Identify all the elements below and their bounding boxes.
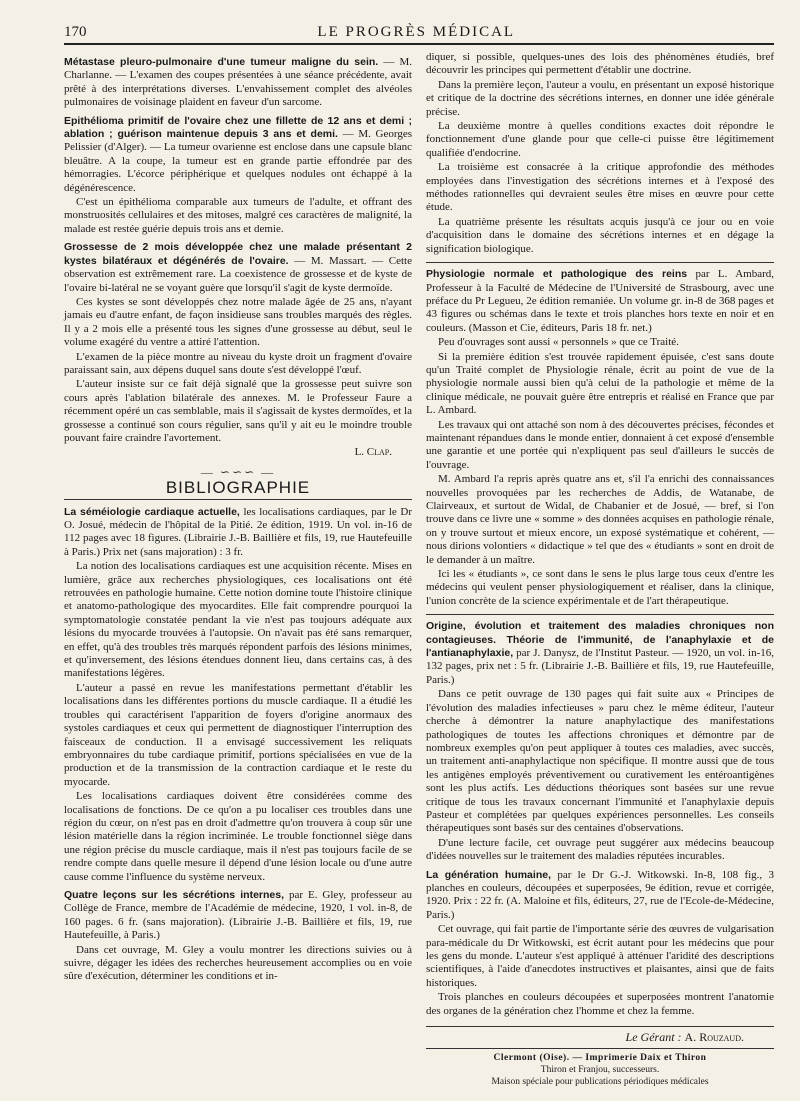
divider xyxy=(426,262,774,263)
review-maladies-chroniques: Origine, évolution et traitement des maladies chroniques non contagieuses. Théorie de l'immunité, de l'anaphylaxie et de l'antianaphylaxie, par J. Danysz, de l'Institut Pasteur. — 1920, un vol. in-16, 132 pages, prix net : 5 fr. (Librairie J.-B. Baillière et fils, 19, rue Hautefeuille, Paris.) xyxy=(426,620,774,686)
review-generation-humaine: La génération humaine, par le Dr G.-J. Witkowski. In-8, 108 fig., 3 planches en couleurs, découpées et superposées, 9e édition, revue et corrigée, 1920. Prix : 22 fr. (A. Maloine et fils, éditeurs, 27, rue de l'Ecole-de-Médecine, Paris.) xyxy=(426,868,774,921)
left-column xyxy=(64,51,412,1088)
paragraph: Dans cet ouvrage, M. Gley a voulu montrer les directions suivies ou à suivre, dégager les idées des recherches heureusement accomplies ou en voie sûre d'exécution, déterminer les conditions et in- xyxy=(64,943,412,983)
entry-metastase: Métastase pleuro-pulmonaire d'une tumeur maligne du sein. — M. Charlanne. — L'examen des coupes présentées à une séance précédente, avait prêté à des interprétations diverses. L'envahissement complet des alvéoles pulmonaires de voisinage plaident en faveur d'un sarcome. xyxy=(64,56,413,109)
paragraph: L'auteur a passé en revue les manifestations permettant d'établir les localisations dans les différentes portions du muscle cardiaque. Il a étudié les troubles qui caractérisent l'apparition de foyers d'origine anormaux des systoles cardiaques et ceux qui permettent de diagnostiquer l'interruption des faisceaux de conduction. Il a envisagé successivement les reliquats embryonnaires du tube cardiaque primitif, portions spécialisées en vue de la production et de la transmission de la contraction cardiaque et le reste du myocarde. xyxy=(64,681,412,788)
entry-grossesse: Grossesse de 2 mois développée chez une malade présentant 2 kystes bilatéraux et dégénérés de l'ovaire. — M. Massart. — Cette observation est extrêmement rare. La coexistence de grossesse et de kyste de l'ovaire bi-latéral ne se voyant guère que lorsqu'il s'agit de kyste dermoïde. xyxy=(64,241,412,294)
paragraph: Trois planches en couleurs découpées et superposées montrent l'anatomie des organes de la génération chez l'homme et chez la femme. xyxy=(426,991,774,1017)
paragraph: Les travaux qui ont attaché son nom à des découvertes précises, fécondes et maintenant répandues dans le monde entier, donnaient à cet exposé d'ensemble une garantie et une portée qui n'expliquent pas seul d'ailleurs le succès de l'ouvrage. xyxy=(426,418,774,471)
paragraph: La deuxième montre à quelles conditions exactes doit répondre le fonctionnement d'une glande pour que celle-ci puisse être légitimement qualifiée d'endocrine. xyxy=(426,120,774,159)
gerant-line: Le Gérant : A. Rouzaud. xyxy=(625,1030,744,1045)
author-signature: L. Clap. xyxy=(354,446,392,459)
paragraph: Peu d'ouvrages sont aussi « personnels » que ce Traité. xyxy=(438,336,679,349)
entry-epithelioma: Epithélioma primitif de l'ovaire chez une fillette de 12 ans et demi ; ablation ; guérison maintenue depuis 3 ans et demi. — M. Georges Pelissier (d'Alger). — La tumeur ovarienne est enclose dans une capsule blanc bleuâtre. A la coupe, la tumeur est en grande partie effondrée par des hémorragies. L'écorce périphérique et quelques nodules ont échappé à la dégénérescence. xyxy=(64,114,413,194)
paragraph: Les localisations cardiaques doivent être considérées comme des localisations de fonctions. De ce qu'on a pu localiser ces troubles dans une région du cœur, on n'est pas en droit d'admettre qu'on trouvera à coup sûr une lésion matérielle dans la région incriminée. Le trouble fonctionnel siège dans une région précise du muscle cardiaque, mais il n'est pas toujours facile de se rendre compte dans quelle mesure il dépend d'une lésion locale ou d'une autre cause comme l'influence du système nerveux. xyxy=(64,790,412,883)
section-title: BIBLIOGRAPHIE xyxy=(64,481,412,499)
printer-imprint: Clermont (Oise). — Imprimerie Daix et Thiron Thiron et Franjou, successeurs. Maison spéciale pour publications périodiques médicales xyxy=(426,1048,774,1088)
paragraph: Dans ce petit ouvrage de 130 pages qui fait suite aux « Principes de l'évolution des maladies infectieuses » paru chez le même éditeur, l'auteur cherche à démontrer la nature anaphylactique des manifestations pathologiques de toutes les affections chroniques et démontre par de nombreux exemples qu'on peut appliquer à toutes ces maladies, avec succès, un traitement anti-anaphylactique non spécifique. Il montre aussi que de tous les antigènes employés préventivement ou curativement les entéroantigènes sont les plus actifs. Les déductions théoriques sont basées sur une revue critique de tous les travaux concernant l'immunité et l'anaphylaxie depuis Pasteur et complétées par quelques expériences personnelles. Les conseils thérapeutiques sont basés sur des centaines d'observations. xyxy=(426,688,774,835)
paragraph: L'examen de la pièce montre au niveau du kyste droit un fragment d'ovaire paraissant sain, aux dépens duquel sans doute s'est développé l'œuf. xyxy=(64,350,412,376)
paragraph: Ces kystes se sont développés chez notre malade âgée de 25 ans, n'ayant jamais eu d'autre enfant, de façon insidieuse sans troubles marqués des règles. Il y a 2 mois elle a présenté tous les signes d'une grossesse au début, seul le volume exagéré du ventre a attiré l'attention. xyxy=(64,295,412,349)
paragraph: L'auteur insiste sur ce fait déjà signalé que la grossesse peut suivre son cours après l'ablation bilatérale des annexes. M. le Professeur Faure a récemment opéré un cas semblable, mais il s'agissait de kystes dermoïdes, et la grossesse a continué son cours régulier, sans qu'il y ait eu le moindre trouble pouvant faire craindre l'avortement. xyxy=(64,378,412,444)
review-semeiologie: La séméiologie cardiaque actuelle, les localisations cardiaques, par le Dr O. Josué, médecin de l'hôpital de la Pitié. 2e édition, 1919. Un vol. in-16 de 112 pages avec 18 figures. (Librairie J.-B. Baillière et fils, 19, rue Hautefeuille à Paris.) Prix net (sans majoration) : 3 fr. xyxy=(64,505,412,558)
paragraph: Cet ouvrage, qui fait partie de l'importante série des œuvres de vulgarisation para-médicale du Dr Witkowski, est écrit autant pour les médecins que pour les gens du monde. L'auteur s'est appliqué à atténuer l'aridité des descriptions scientifiques, à l'aide d'anecdotes instructives et plaisantes, ainsi que de faits historiques. xyxy=(426,923,774,989)
right-column xyxy=(426,51,774,1088)
paragraph: La quatrième présente les résultats acquis jusqu'à ce jour ou en voie d'acquisition dans le domaine des sécrétions internes et en dégage la signification biologique. xyxy=(426,215,774,255)
journal-title: LE PROGRÈS MÉDICAL xyxy=(317,24,516,40)
paragraph: Dans la première leçon, l'auteur a voulu, en présentant un exposé historique et critique de la doctrine des sécrétions internes, en donner une idée générale précise. xyxy=(426,78,774,118)
paragraph: M. Ambard l'a repris après quatre ans et, s'il l'a enrichi des connaissances nouvelles provoquées par les recherches de Addis, de Watanabe, de Clairveaux, et surtout de Widal, de Chabanier et de Josué, — bref, si l'on trouve dans ce livre une « somme » des données acquises en pathologie rénale, on y trouve surtout et mieux encore, un exposé systématique et cohérent, — nous dirions volontiers « didactique » tel que des « étudiants » sont en droit de le demander à un maître. xyxy=(426,473,774,566)
paragraph: Ici les « étudiants », ce sont dans le sens le plus large tous ceux d'entre les médecins qui veulent penser physiologiquement et réaliser, dans la clinique, l'union concrète de la science expérimentale et de l'art thérapeutique. xyxy=(426,568,774,607)
divider xyxy=(426,614,774,615)
paragraph: La notion des localisations cardiaques est une acquisition récente. Mises en lumière, grâce aux recherches physiologiques, ces localisations ont été retrouvées en pathologie humaine. Cette notion domine toute l'histoire clinique et anatomo-pathologique des myocardites. Elle fait comprendre pourquoi la symptomatologie constatée pendant la vie n'est pas toujours adéquate aux lésions du myocarde trouvées à l'autopsie. On n'avait pas été sans remarquer, en effet, qu'à des troubles très marqués répondent parfois des lésions minimes, et qu'inversement, des lésions étendues donnent lieu, dans certains cas, à des manifestations légères. xyxy=(64,560,412,680)
page-footer xyxy=(426,1026,774,1088)
paragraph: diquer, si possible, quelques-unes des lois des phénomènes étudiés, bref découvrir les principes qui permettent d'établir une doctrine. xyxy=(426,51,774,77)
review-secretions: Quatre leçons sur les sécrétions internes, par E. Gley, professeur au Collège de France, membre de l'Académie de médecine, 1920, 1 vol. in-8, de 160 pages. 6 fr. (sans majoration). (Librairie J.-B. Baillière et fils, 19, rue Hautefeuille, à Paris.) xyxy=(64,888,412,942)
ornament-divider: — ∽∽∽ — xyxy=(200,464,276,479)
review-reins: Physiologie normale et pathologique des reins par L. Ambard, Professeur à la Faculté de Médecine de l'Université de Strasbourg, avec une préface du Pr Legueu, 2e édition remaniée. Un volume gr. in-8 de 368 pages et 43 figures ou schémas dans le texte et trois planches hors texte en noir et en couleurs. (Masson et Cie, éditeurs, Paris 18 fr. net.) xyxy=(426,268,774,334)
paragraph: Si la première édition s'est trouvée rapidement épuisée, c'est sans doute qu'un Traité complet de Physiologie rénale, écrit au point de vue de la physiologie normale aussi bien qu'à celui de la pathologie et même de la clinique médicale, ne pouvait guère être entrepris et réalisé en France que par L. Ambard. xyxy=(426,350,774,417)
paragraph: C'est un épithélioma comparable aux tumeurs de l'adulte, et offrant des monstruosités cellulaires et des mitoses, malgré ces caractères de malignité, la malade est restée guérie depuis trois ans et demie. xyxy=(64,196,412,235)
paragraph: D'une lecture facile, cet ouvrage peut suggérer aux médecins beaucoup d'idées nouvelles sur le traitement des maladies réputées incurables. xyxy=(426,836,774,863)
page-number: 170 xyxy=(64,24,87,40)
page-header xyxy=(64,24,774,45)
paragraph: La troisième est consacrée à la critique approfondie des méthodes employées dans l'investigation des sécrétions internes et à l'exposé des méthodes rationnelles qui devraient seules être mises en œuvre pour cette étude. xyxy=(426,161,774,214)
